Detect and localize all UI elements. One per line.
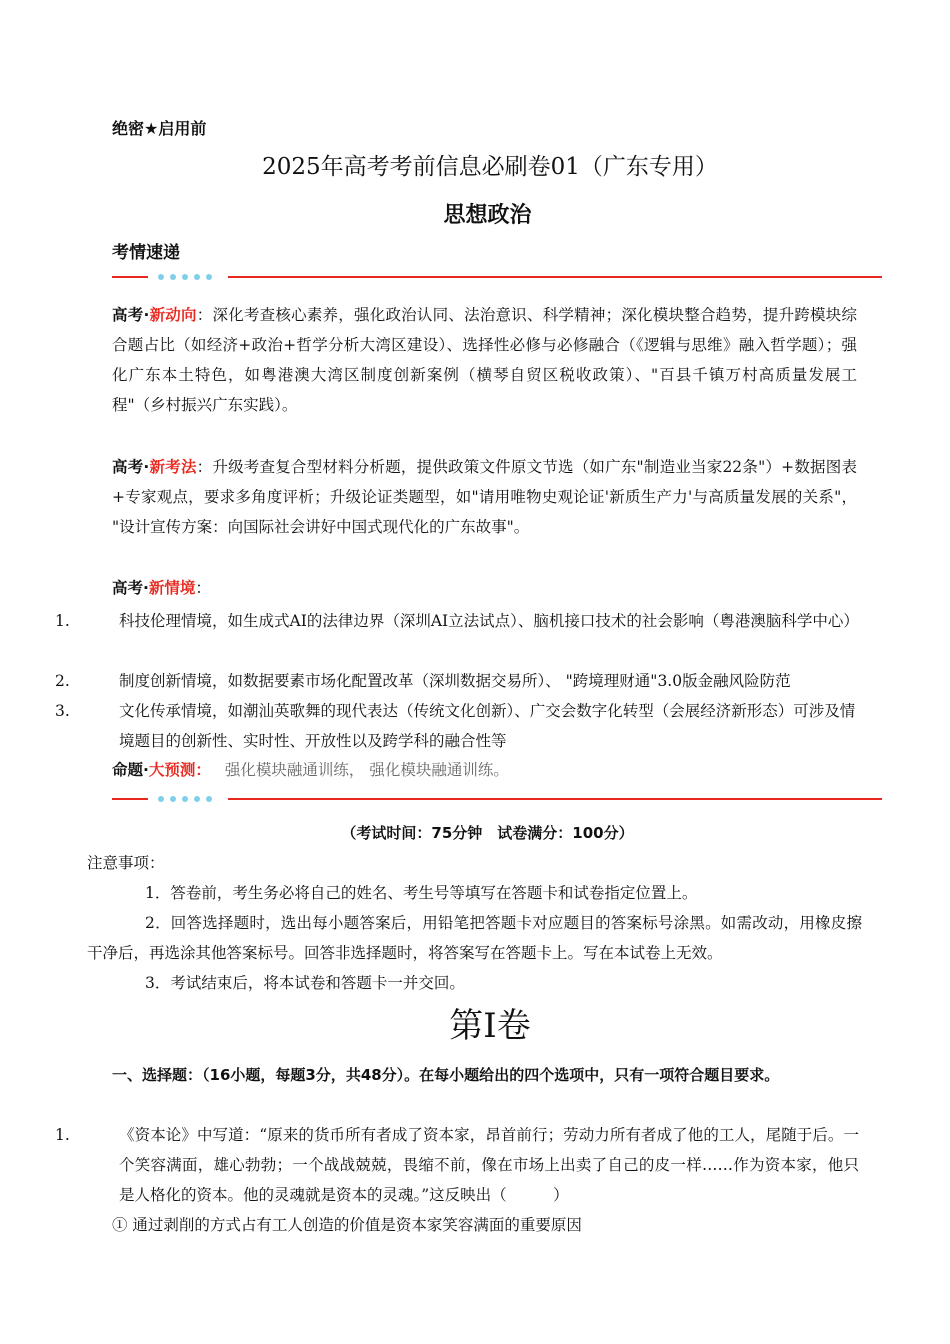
trend2-colon: ： [196, 458, 213, 476]
trend3-colon: ： [195, 579, 211, 597]
forecast-label: 大预测 [148, 761, 196, 779]
section1-instructions: 一、选择题：（16小题，每题3分，共48分）。在每小题给出的四个选项中，只有一项符合题目要求。 [112, 1066, 780, 1084]
trend2-text: 升级考查复合型材料分析题，提供政策文件原文节选（如广东"制造业当家22条"）+数据图表+专家观点，要求多角度评析；升级论证类题型，如"请用唯物史观论证'新质生产力'与高质量发展的关系"， "设计宣传方案：向国际社会讲好中国式现代化的广东故事"。 [112, 458, 857, 536]
trend2-prefix: 高考· [112, 458, 150, 476]
notice-item-3: 3．考试结束后，将本试卷和答题卡一并交回。 [145, 974, 465, 992]
paper-title: 2025年高考考前信息必刷卷01（广东专用） [262, 154, 718, 180]
notice-title: 注意事项： [87, 854, 165, 872]
question-1: 1. 《资本论》中写道：“原来的货币所有者成了资本家，昂首前行；劳动力所有者成了他的工人，尾随于后。一个笑容满面，雄心勃勃；一个战战兢兢，畏缩不前，像在市场上出卖了自己的皮一样……作为资本家，他只是人格化的资本。他的灵魂就是资本的灵魂。”这反映出（ ） [55, 1126, 859, 1204]
trend-new-method [112, 452, 857, 542]
forecast-prefix: 命题· [112, 761, 149, 779]
volume-title: 第I卷 [449, 1006, 531, 1046]
context-item-1: 1. 科技伦理情境，如生成式AI的法律边界（深圳AI立法试点）、脑机接口技术的社会影响（粤港澳脑科学中心） [55, 612, 859, 630]
subject-title: 思想政治 [443, 203, 532, 228]
trend1-label: 新动向 [149, 306, 197, 324]
section-title-trends: 考情速递 [112, 243, 180, 263]
trend1-colon: ： [196, 306, 213, 324]
trend3-prefix: 高考· [112, 579, 149, 597]
context-item-3: 3. 文化传承情境，如潮汕英歌舞的现代表达（传统文化创新）、广交会数字化转型（会展经济新形态）可涉及情境题目的创新性、实时性、开放性以及跨学科的融合性等 [55, 702, 856, 750]
trend-new-direction [112, 300, 857, 420]
notice-item-1: 1．答卷前，考生务必将自己的姓名、考生号等填写在答题卡和试卷指定位置上。 [145, 884, 698, 902]
divider-top [112, 272, 882, 282]
divider-bottom [112, 794, 882, 804]
trend1-prefix: 高考· [112, 306, 150, 324]
notice-item-2: 2．回答选择题时，选出每小题答案后，用铅笔把答题卡对应题目的答案标号涂黑。如需改动，用橡皮擦干净后，再选涂其他答案标号。回答非选择题时，将答案写在答题卡上。写在本试卷上无效。 [87, 914, 862, 962]
forecast [112, 755, 509, 785]
trend-new-context [112, 573, 211, 603]
exam-info: （考试时间：75分钟 试卷满分：100分） [341, 824, 634, 842]
trend3-label: 新情境 [148, 579, 196, 597]
forecast-colon: ： [195, 760, 211, 779]
secret-label: 绝密★启用前 [112, 119, 207, 138]
trend1-text: 深化考查核心素养，强化政治认同、法治意识、科学精神；深化模块整合趋势，提升跨模块综合题占比（如经济+政治+哲学分析大湾区建设）、选择性必修与必修融合（《逻辑与思维》融入哲学题）；强化广东本土特色，如粤港澳大湾区制度创新案例（横琴自贸区税收政策）、"百县千镇万村高质量发展工程"（乡村振兴广东实践）。 [112, 306, 857, 414]
trend2-label: 新考法 [149, 458, 197, 476]
forecast-text: 强化模块融通训练， 强化模块融通训练。 [224, 761, 509, 779]
question-1-option-1: ① 通过剥削的方式占有工人创造的价值是资本家笑容满面的重要原因 [112, 1216, 582, 1234]
context-item-2: 2. 制度创新情境，如数据要素市场化配置改革（深圳数据交易所）、 "跨境理财通"3.0版金融风险防范 [55, 672, 791, 690]
